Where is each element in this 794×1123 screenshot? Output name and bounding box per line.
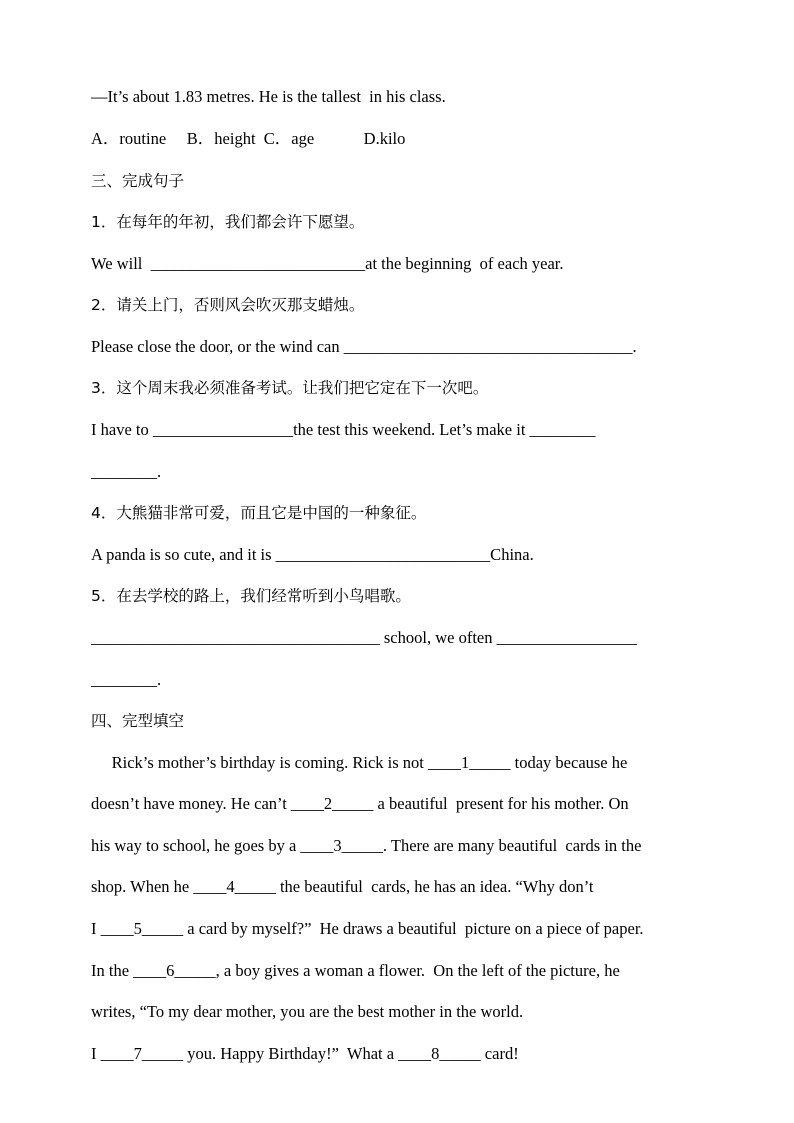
cloze-paragraph-line: Rick’s mother’s birthday is coming. Rick is not ____1_____ today because he (91, 753, 628, 772)
cloze-paragraph-line: shop. When he ____4_____ the beautiful cards, he has an idea. “Why don’t (91, 877, 594, 896)
options-line: A．routine B．height C．age D.kilo (91, 129, 406, 148)
cloze-paragraph-line: I ____5_____ a card by myself?” He draws a beautiful picture on a piece of paper. (91, 919, 644, 938)
cloze-paragraph-line: doesn’t have money. He can’t ____2_____ a beautiful present for his mother. On (91, 794, 629, 813)
cloze-paragraph-line: I ____7_____ you. Happy Birthday!” What a ____8_____ card! (91, 1044, 519, 1063)
question-5-prompt: 5．在去学校的路上，我们经常听到小鸟唱歌。 (91, 587, 411, 605)
question-2-answer: Please close the door, or the wind can ___________________________________. (91, 337, 637, 356)
cloze-paragraph-line: writes, “To my dear mother, you are the best mother in the world. (91, 1002, 524, 1021)
question-2-prompt: 2．请关上门，否则风会吹灭那支蜡烛。 (91, 296, 365, 314)
question-4-prompt: 4．大熊猫非常可爱，而且它是中国的一种象征。 (91, 504, 427, 522)
cloze-paragraph-line: his way to school, he goes by a ____3_____. There are many beautiful cards in the (91, 836, 642, 855)
question-3-answer-continued: ________. (91, 462, 162, 481)
answer-line: —It’s about 1.83 metres. He is the tallest in his class. (91, 87, 446, 106)
question-5-answer: ___________________________________ school, we often _________________ (91, 628, 637, 647)
question-1-answer: We will __________________________at the beginning of each year. (91, 254, 564, 273)
question-5-answer-continued: ________. (91, 670, 162, 689)
question-4-answer: A panda is so cute, and it is __________________________China. (91, 545, 534, 564)
question-1-prompt: 1．在每年的年初，我们都会许下愿望。 (91, 213, 365, 231)
section-heading-complete-sentences: 三、完成句子 (91, 172, 185, 190)
section-heading-cloze: 四、完型填空 (91, 712, 185, 730)
question-3-answer: I have to _________________the test this weekend. Let’s make it ________ (91, 420, 596, 439)
question-3-prompt: 3．这个周末我必须准备考试。让我们把它定在下一次吧。 (91, 379, 489, 397)
cloze-paragraph-line: In the ____6_____, a boy gives a woman a flower. On the left of the picture, he (91, 961, 620, 980)
